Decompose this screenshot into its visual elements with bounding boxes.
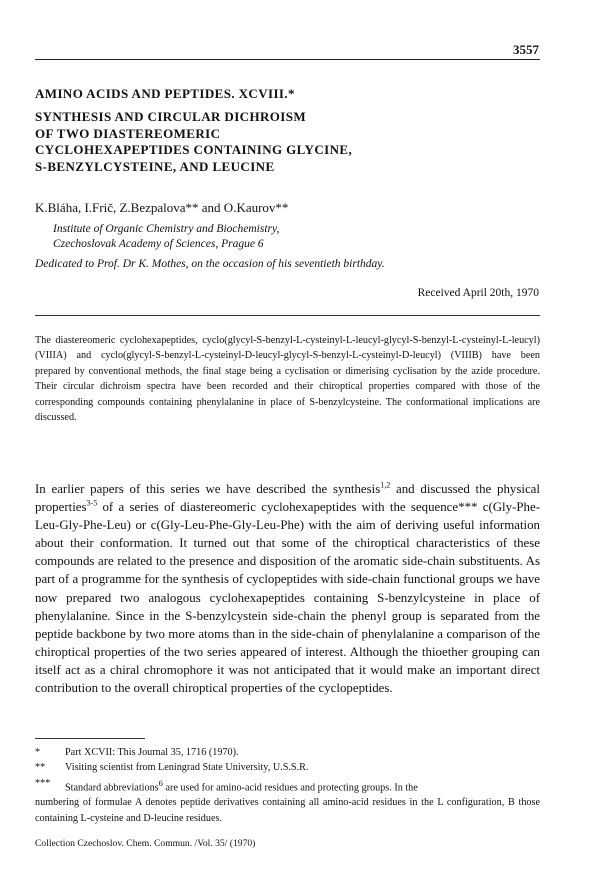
- title-block: [35, 86, 540, 175]
- reference-superscript: 1,2: [380, 480, 391, 490]
- title-line: SYNTHESIS AND CIRCULAR DICHROISM: [35, 109, 307, 124]
- authors: K.Bláha, I.Frič, Z.Bezpalova** and O.Kaurov**: [35, 200, 289, 215]
- reference-superscript: 3-5: [86, 498, 98, 508]
- footnote: [35, 760, 540, 775]
- title-line: OF TWO DIASTEREOMERIC: [35, 125, 221, 141]
- footnote-text: Part XCVII: This Journal 35, 1716 (1970).: [65, 747, 239, 758]
- series-title: AMINO ACIDS AND PEPTIDES. XCVIII.*: [35, 86, 295, 101]
- affiliation-line: Institute of Organic Chemistry and Biochemistry,: [53, 223, 280, 235]
- footnote-text-part: Standard abbreviations: [65, 781, 159, 793]
- body-text-part: of a series of diastereomeric cyclohexapeptides with the sequence*** c(Gly-Phe-Leu-Gly-Phe-Leu) or c(Gly-Leu-Phe-Gly-Leu-Phe) with the aim of deriving useful information about their conformation. It turned out that some of the chiroptical characteristics of these compounds are related to the presence and disposition of the aromatic side-chain substituents. As part of a programme for the synthesis of cyclopeptides with side-chain functional groups we have now prepared two analogous cyclohexapeptides containing S-benzylcysteine in place of phenylalanine. Since in the S-benzylcystein side-chain the phenyl group is separated from the peptide backbone by two more atoms than in the side-chain of phenylalanine a comparison of the chiroptical properties of the two series appeared of interest. Although the thioether grouping can itself act as a chiral chromophore it was not anticipated that it would make an important direct contribution to the overall chiroptical properties of the cyclopeptides.: [35, 500, 540, 696]
- abstract-rule: [35, 315, 540, 316]
- journal-footer: Collection Czechoslov. Chem. Commun. /Vol. 35/ (1970): [35, 838, 256, 849]
- affiliation-line: Czechoslovak Academy of Sciences, Prague 6: [53, 237, 264, 250]
- footnote-text: [65, 776, 540, 796]
- footnote-continuation: numbering of formulae A denotes peptide derivatives containing all amino-acid residues in the L configuration, B those containing L-cysteine and D-leucine residues.: [35, 797, 540, 824]
- footnote: [35, 745, 540, 760]
- footnote-mark: ***: [35, 777, 51, 789]
- footnote-text-part: are used for amino-acid residues and protecting groups. In the: [162, 781, 418, 793]
- received-date: Received April 20th, 1970: [417, 287, 539, 299]
- footnote: [35, 776, 540, 796]
- article-title: [35, 109, 540, 175]
- page-number: 3557: [513, 42, 539, 57]
- footnote-mark: **: [35, 762, 46, 774]
- abstract: The diastereomeric cyclohexapeptides, cyclo(glycyl-S-benzyl-L-cysteinyl-L-leucyl-glycyl-S-benzyl-L-cysteinyl-L-leucyl) (VIIIA) and cyclo(glycyl-S-benzyl-L-cysteinyl-D-leucyl-glycyl-S-benzyl-L-cysteinyl-D-leucyl) (VIIIB) have been prepared by conventional methods, the final stage being a cyclisation or dimerising cyclisation by the azide procedure. Their circular dichroism spectra have been recorded and their chiroptical properties compared with those of the corresponding compounds containing phenylalanine in place of S-benzylcysteine. The conformational implications are discussed.: [35, 335, 540, 424]
- affiliation: [53, 222, 279, 251]
- footnote-rule: [35, 738, 145, 739]
- header-rule: [35, 59, 540, 60]
- body-text-part: and discussed the physical properties: [35, 482, 540, 515]
- footnotes: [35, 745, 540, 826]
- footnote-text: Visiting scientist from Leningrad State University, U.S.S.R.: [65, 762, 309, 774]
- dedication: Dedicated to Prof. Dr K. Mothes, on the occasion of his seventieth birthday.: [35, 258, 385, 270]
- title-line: S-BENZYLCYSTEINE, AND LEUCINE: [35, 158, 275, 174]
- reference-superscript: 6: [158, 777, 163, 788]
- title-line: CYCLOHEXAPEPTIDES CONTAINING GLYCINE,: [35, 142, 353, 157]
- body-paragraph: [35, 480, 540, 697]
- footnote-mark: *: [35, 747, 41, 758]
- body-text-part: In earlier papers of this series we have described the synthesis: [35, 482, 381, 496]
